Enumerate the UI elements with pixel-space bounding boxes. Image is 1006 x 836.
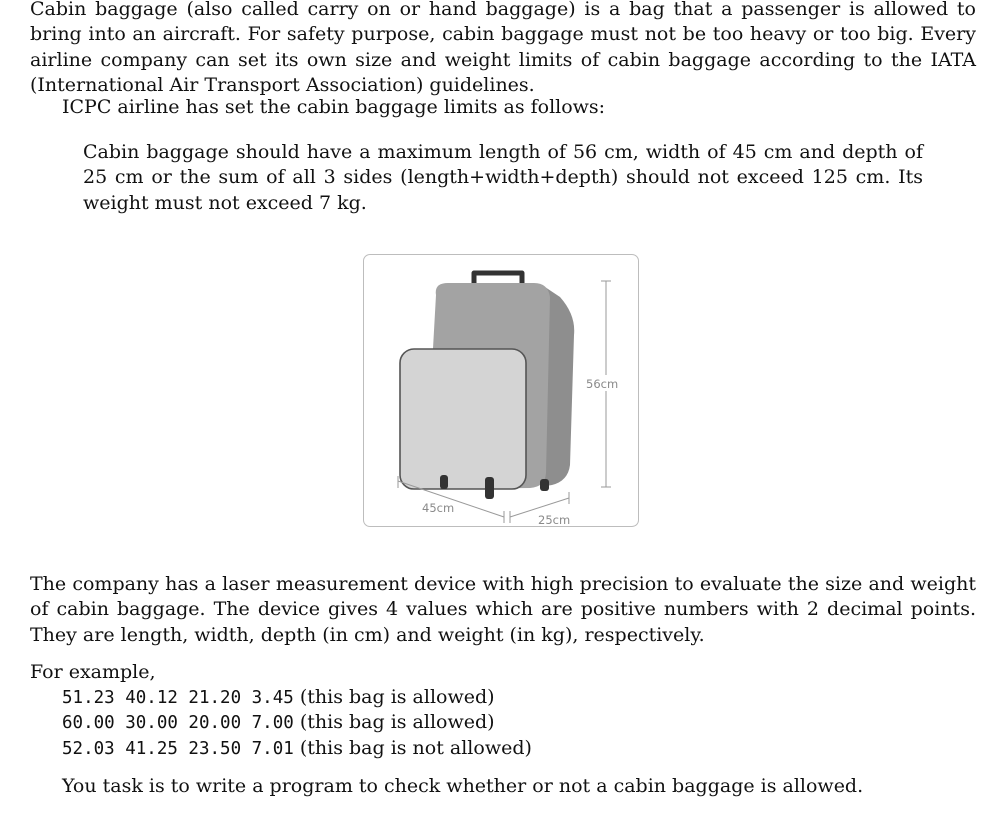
example-values: 60.00 30.00 20.00 7.00 bbox=[62, 713, 294, 733]
wheel-left bbox=[440, 475, 448, 489]
task-statement: You task is to write a program to check whether or not a cabin baggage is allowed. bbox=[62, 775, 864, 797]
baggage-figure bbox=[363, 254, 639, 527]
example-note: (this bag is not allowed) bbox=[299, 737, 532, 759]
intro-paragraph: Cabin baggage (also called carry on or hand baggage) is a bag that a passenger is allowed to bring into an aircraft. For safety purpose, cabin baggage must not be too heavy or too big. Every airline company can set its own size and weight limits of cabin baggage according to the IATA (International Air Transport Association) guidelines. bbox=[30, 0, 976, 96]
example-row bbox=[62, 711, 495, 733]
example-row bbox=[62, 686, 495, 708]
example-note: (this bag is allowed) bbox=[299, 711, 495, 733]
example-note: (this bag is allowed) bbox=[299, 686, 495, 708]
limits-quote: Cabin baggage should have a maximum length of 56 cm, width of 45 cm and depth of 25 cm or the sum of all 3 sides (length+width+depth) should not exceed 125 cm. Its weight must not exceed 7 kg. bbox=[83, 141, 923, 214]
example-values: 52.03 41.25 23.50 7.01 bbox=[62, 739, 294, 759]
length-label: 56cm bbox=[586, 377, 619, 391]
limits-lead: ICPC airline has set the cabin baggage limits as follows: bbox=[62, 96, 606, 118]
depth-label: 25cm bbox=[538, 513, 571, 527]
examples-lead: For example, bbox=[30, 661, 156, 683]
baggage-illustration bbox=[364, 255, 640, 528]
device-paragraph: The company has a laser measurement device with high precision to evaluate the size and weight of cabin baggage. The device gives 4 values which are positive numbers with 2 decimal points. They are length, width, depth (in cm) and weight (in kg), respectively. bbox=[30, 573, 976, 646]
front-pocket bbox=[400, 349, 526, 489]
example-row bbox=[62, 737, 532, 759]
wheel-middle bbox=[485, 477, 494, 499]
width-label: 45cm bbox=[422, 501, 455, 515]
example-values: 51.23 40.12 21.20 3.45 bbox=[62, 688, 294, 708]
wheel-right bbox=[540, 479, 549, 491]
